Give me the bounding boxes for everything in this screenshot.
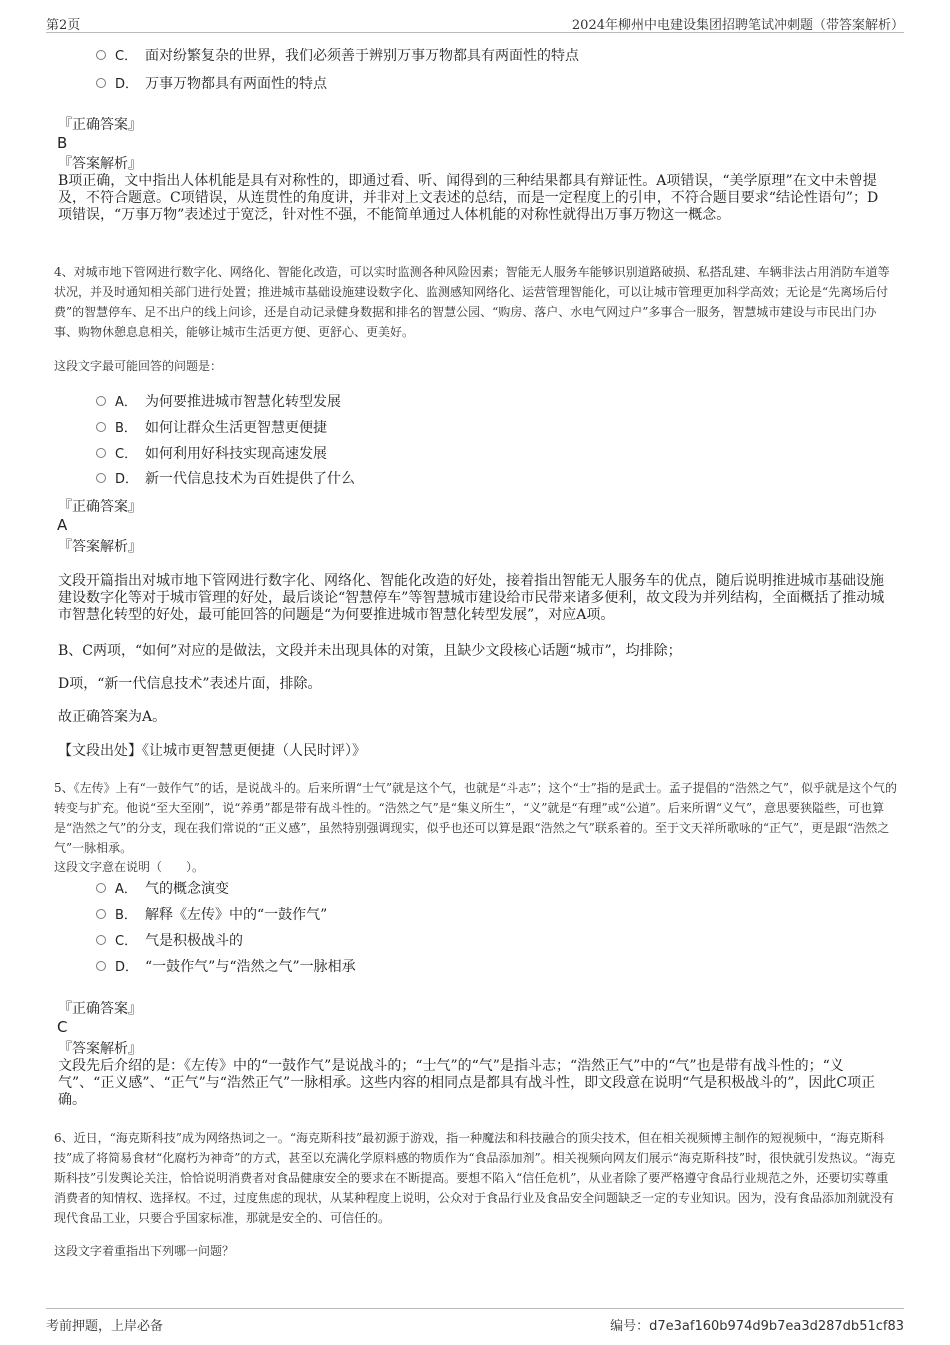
- q4-option-b[interactable]: B． 如何让群众生活更智慧更便捷: [96, 418, 327, 438]
- q4-prompt: 这段文字最可能回答的问题是：: [54, 359, 223, 373]
- q5-analysis: 文段先后介绍的是：《左传》中的“一鼓作气”是说战斗的；“士气”的“气”是指斗志；“浩然正气”中的“气”也是带有战斗性的；“义气”、“正义感”、“正气”与“浩然正气”一脉相承。这些内容的相同点是都具有战斗性，即文段意在说明“气是积极战斗的”，因此C项正确。: [58, 1058, 876, 1108]
- footer-slogan: 考前押题，上岸必备: [46, 1319, 164, 1334]
- q4-analysis-paragraph: 故正确答案为A。: [58, 709, 167, 725]
- radio-icon[interactable]: [96, 935, 106, 945]
- q5-option-c[interactable]: C． 气是积极战斗的: [96, 931, 243, 951]
- radio-icon[interactable]: [96, 78, 106, 88]
- radio-icon[interactable]: [96, 448, 106, 458]
- radio-icon[interactable]: [96, 396, 106, 406]
- q5-prompt: 这段文字意在说明（ ）。: [54, 860, 205, 874]
- radio-icon[interactable]: [96, 422, 106, 432]
- q5-option-a[interactable]: A． 气的概念演变: [96, 879, 229, 899]
- document-code: [610, 1315, 904, 1334]
- q4-analysis-paragraph: D项，“新一代信息技术”表述片面，排除。: [58, 676, 322, 692]
- radio-icon[interactable]: [96, 961, 106, 971]
- document-code-value: d7e3af160b974d9b7ea3d287db51cf83: [649, 1319, 904, 1334]
- q4-answer: A: [57, 516, 68, 534]
- q3-analysis-label: 『答案解析』: [58, 156, 142, 172]
- q4-option-d[interactable]: D． 新一代信息技术为百姓提供了什么: [96, 469, 355, 489]
- radio-icon[interactable]: [96, 883, 106, 893]
- q3-answer-label: 『正确答案』: [58, 117, 142, 133]
- q3-analysis: B项正确，文中指出人体机能是具有对称性的，即通过看、听、闻得到的三种结果都具有辩证性。A项错误，“美学原理”在文中未曾提及，不符合题意。C项错误，从连贯性的角度讲，并非对上文表述的总结，而是一定程度上的引申，不符合题目要求“结论性语句”；D项错误，“万事万物”表述过于宽泛，针对性不强，不能简单通过人体机能的对称性就得出万事万物这一概念。: [58, 173, 879, 223]
- q6-text: 6、近日，“海克斯科技”成为网络热词之一。“海克斯科技”最初源于游戏，指一种魔法和科技融合的顶尖技术，但在相关视频博主制作的短视频中，“海克斯科技”成了将简易食材“化腐朽为神奇”的方式，甚至以充满化学原料感的物质作为“食品添加剂”。相关视频向网友们展示“海克斯科技”时，很快就引发热议。“海克斯科技”引发舆论关注，恰恰说明消费者对食品健康安全的要求在不断提高。要想不陷入“信任危机”，从业者除了要严格遵守食品行业规范之外，还要切实尊重消费者的知情权、选择权。不过，过度焦虑的现状，从某种程度上说明，公众对于食品行业及食品安全问题缺乏一定的专业知识。因为，没有食品添加剂就没有现代食品工业，只要合乎国家标准，那就是安全的、可信任的。: [54, 1131, 896, 1225]
- q5-analysis-label: 『答案解析』: [58, 1041, 142, 1057]
- q5-answer: C: [57, 1018, 68, 1036]
- q4-option-a[interactable]: A． 为何要推进城市智慧化转型发展: [96, 392, 341, 412]
- document-title: 2024年柳州中电建设集团招聘笔试冲刺题（带答案解析）: [571, 18, 904, 33]
- q3-answer: B: [57, 134, 68, 152]
- page-number: 第2页: [46, 18, 81, 33]
- q4-analysis-paragraph: B、C两项，“如何”对应的是做法，文段并未出现具体的对策，且缺少文段核心话题“城市”，均排除；: [58, 643, 682, 659]
- q3-option-d[interactable]: D． 万事万物都具有两面性的特点: [96, 74, 327, 94]
- radio-icon[interactable]: [96, 473, 106, 483]
- q4-source: 【文段出处】《让城市更智慧更便捷（人民时评）》: [58, 743, 366, 759]
- q4-analysis-label: 『答案解析』: [58, 539, 142, 555]
- q4-analysis-paragraph: 文段开篇指出对城市地下管网进行数字化、网络化、智能化改造的好处，接着指出智能无人服务车的优点，随后说明推进城市基础设施建设数字化等对于城市管理的好处，最后谈论“智慧停车”等智慧城市建设给市民带来诸多便利，故文段为并列结构，全面概括了推动城市智慧化转型的好处，最可能回答的问题是“为何要推进城市智慧化转型发展”，对应A项。: [58, 573, 885, 623]
- page-footer: [46, 1308, 904, 1333]
- document-code-label: 编号：: [610, 1319, 650, 1334]
- q5-text: 5、《左传》上有“一鼓作气”的话，是说战斗的。后来所谓“士气”就是这个气，也就是“斗志”；这个“士”指的是武士。孟子提倡的“浩然之气”，似乎就是这个气的转变与扩充。他说“至大至刚”，说“养勇”都是带有战斗性的。“浩然之气”是“集义所生”，“义”就是“有理”或“公道”。后来所谓“义气”，意思要狭隘些，可也算是“浩然之气”的分支，现在我们常说的“正义感”，虽然特别强调现实，似乎也还可以算是跟“浩然之气”联系着的。至于文天祥所歌咏的“正气”，更是跟“浩然之气”一脉相承。: [54, 781, 897, 855]
- q3-option-c[interactable]: C． 面对纷繁复杂的世界，我们必须善于辨别万事万物都具有两面性的特点: [96, 46, 579, 66]
- q4-option-c[interactable]: C． 如何利用好科技实现高速发展: [96, 444, 327, 464]
- q6-prompt: 这段文字着重指出下列哪一问题？: [54, 1244, 235, 1258]
- radio-icon[interactable]: [96, 50, 106, 60]
- q5-answer-label: 『正确答案』: [58, 1001, 142, 1017]
- q5-option-b[interactable]: B． 解释《左传》中的“一鼓作气”: [96, 905, 327, 925]
- q4-text: 4、对城市地下管网进行数字化、网络化、智能化改造，可以实时监测各种风险因素；智能无人服务车能够识别道路破损、私搭乱建、车辆非法占用消防车道等状况，并及时通知相关部门进行处置；推进城市基础设施建设数字化、监测感知网络化、运营管理智能化，可以让城市管理更加科学高效；无论是“先离场后付费”的智慧停车、足不出户的线上问诊，还是自动记录健身数据和排名的智慧公园、“购房、落户、水电气网过户”多事合一服务，智慧城市建设与市民出门办事、购物休憩息息相关，能够让城市生活更方便、更舒心、更美好。: [54, 265, 890, 339]
- page-header: [46, 12, 904, 33]
- q4-answer-label: 『正确答案』: [58, 499, 142, 515]
- radio-icon[interactable]: [96, 909, 106, 919]
- q5-option-d[interactable]: D． “一鼓作气”与“浩然之气”一脉相承: [96, 957, 356, 977]
